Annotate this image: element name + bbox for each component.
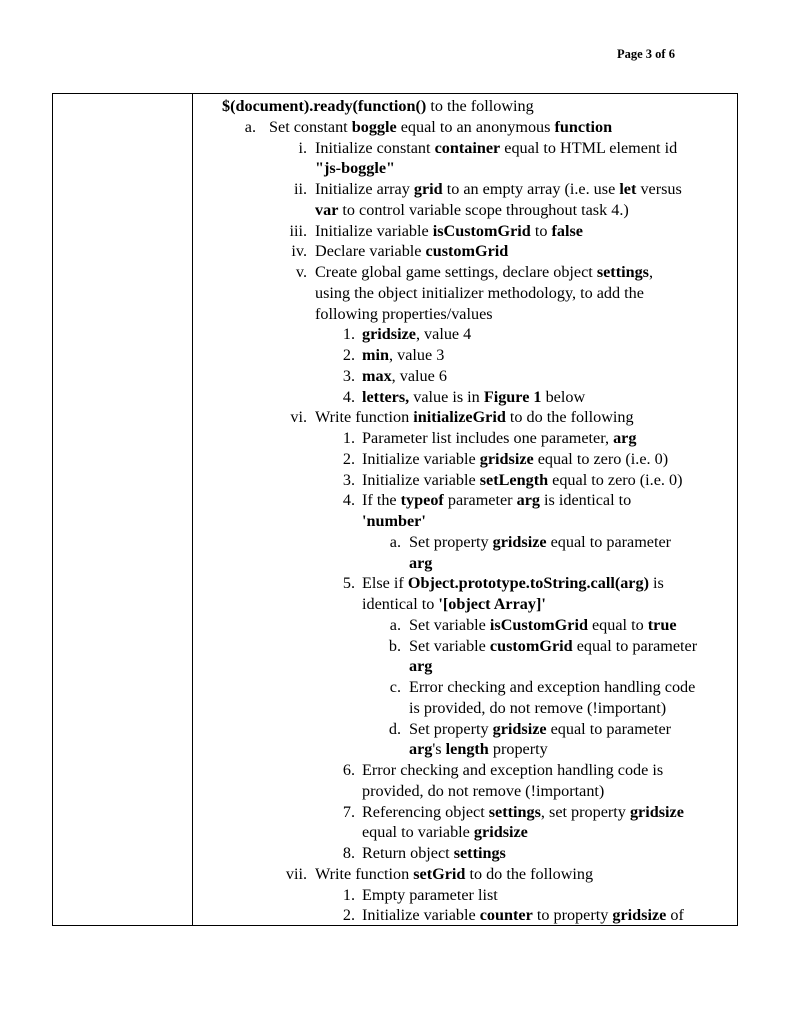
list-marker: 2. (342, 906, 355, 925)
list-item-text: Referencing object settings, set property gridsize (362, 802, 684, 821)
list-marker: 5. (342, 574, 355, 593)
list-marker: iv. (291, 242, 307, 261)
page-number: Page 3 of 6 (617, 47, 675, 61)
list-item-text: Initialize constant container equal to HTML element id (315, 138, 678, 157)
list-item-text: Initialize array grid to an empty array (i.e. use let versus (315, 180, 682, 198)
list-marker: 8. (342, 844, 355, 862)
list-item-text: Set property gridsize equal to parameter (409, 532, 672, 551)
list-item-text: Return object settings (362, 844, 506, 862)
list-item-text: arg (409, 553, 433, 572)
list-marker: i. (298, 138, 307, 157)
list-marker: 1. (342, 325, 355, 344)
list-item-text: provided, do not remove (!important) (362, 781, 605, 800)
list-item-text: min, value 3 (362, 346, 445, 364)
list-item-text: is provided, do not remove (!important) (409, 698, 667, 717)
list-marker: vii. (285, 864, 307, 883)
list-item-text: arg's length property (409, 740, 548, 759)
list-item-text: gridsize, value 4 (362, 325, 472, 344)
list-item-text: letters, value is in Figure 1 below (362, 387, 586, 406)
list-marker: a. (389, 532, 401, 551)
list-marker: 6. (342, 761, 355, 779)
list-item-text: If the typeof parameter arg is identical to (362, 491, 632, 510)
list-marker: a. (389, 615, 401, 634)
list-marker: vi. (290, 408, 307, 427)
list-item-text: identical to '[object Array]' (362, 595, 546, 613)
list-item-text: Set property gridsize equal to parameter (409, 719, 672, 738)
list-marker: ii. (293, 180, 307, 198)
list-marker: 4. (342, 387, 355, 406)
list-item-text: Else if Object.prototype.toString.call(arg) is (362, 574, 664, 593)
list-marker: 7. (342, 802, 355, 821)
list-item-text: $(document).ready(function() to the following (222, 97, 534, 115)
list-item-text: Initialize variable setLength equal to zero (i.e. 0) (362, 470, 683, 489)
list-marker: 3. (342, 470, 355, 489)
list-item-text: Initialize variable counter to property gridsize of (362, 906, 684, 925)
list-item-text: var to control variable scope throughout task 4.) (315, 200, 629, 219)
list-item-text: equal to variable gridsize (362, 823, 528, 842)
list-marker: 3. (342, 366, 355, 385)
list-marker: d. (388, 719, 401, 738)
content-table (52, 93, 738, 926)
list-item-text: arg (409, 657, 433, 676)
list-item-text: Empty parameter list (362, 885, 498, 904)
column-divider (192, 94, 193, 925)
list-marker: b. (388, 636, 401, 655)
list-item-text: Error checking and exception handling code is (362, 761, 664, 779)
list-marker: 1. (342, 429, 355, 447)
list-item-text: Initialize variable gridsize equal to zero (i.e. 0) (362, 449, 669, 468)
list-item-text: Set variable customGrid equal to parameter (409, 636, 698, 655)
list-item-text: Set constant boggle equal to an anonymous function (269, 117, 613, 136)
list-item-text: max, value 6 (362, 366, 447, 385)
list-marker: a. (244, 117, 256, 136)
list-marker: 1. (342, 885, 355, 904)
list-item-text: Initialize variable isCustomGrid to false (315, 221, 583, 240)
list-item-text: following properties/values (315, 304, 493, 323)
list-item-text: Declare variable customGrid (315, 242, 509, 261)
list-marker: 2. (342, 449, 355, 468)
list-item-text: 'number' (362, 512, 426, 530)
list-item-text: Write function initializeGrid to do the following (315, 408, 634, 427)
list-item-text: using the object initializer methodology, to add the (315, 283, 644, 302)
list-marker: 2. (342, 346, 355, 364)
list-item-text: Create global game settings, declare object settings, (315, 263, 654, 281)
list-marker: 4. (342, 491, 355, 510)
list-marker: iii. (289, 221, 307, 240)
list-item-text: "js-boggle" (315, 159, 396, 178)
list-item-text: Parameter list includes one parameter, arg (362, 429, 637, 447)
list-item-text: Error checking and exception handling code (409, 678, 696, 696)
list-marker: v. (295, 263, 307, 281)
list-item-text: Set variable isCustomGrid equal to true (409, 615, 677, 634)
list-item-text: Write function setGrid to do the following (315, 864, 594, 883)
list-marker: c. (389, 678, 401, 696)
